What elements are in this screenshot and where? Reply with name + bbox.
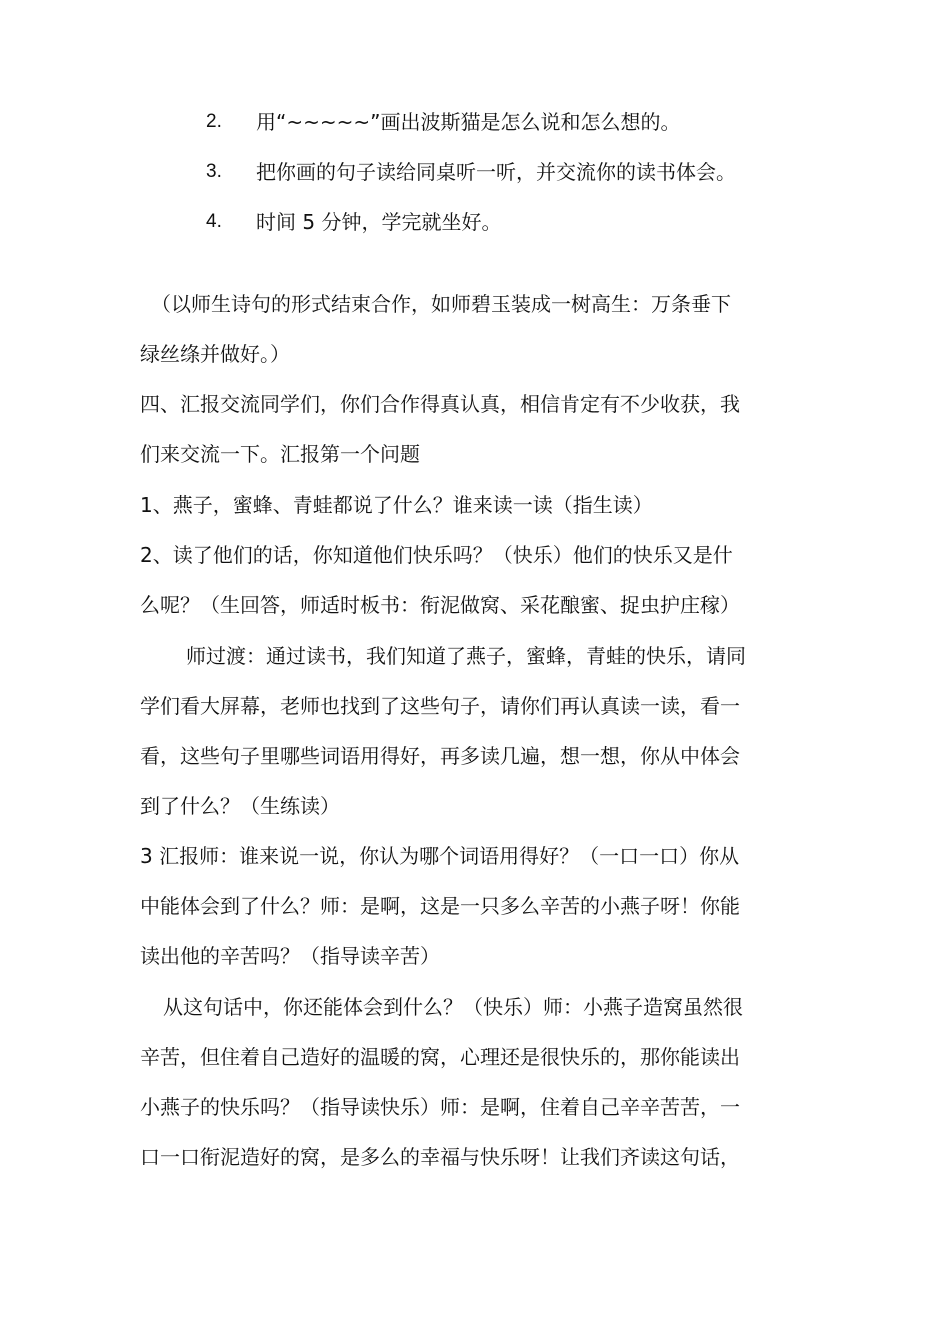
body-line: 学们看大屏幕，老师也找到了这些句子，请你们再认真读一读，看一 — [140, 694, 740, 718]
body-line: 师过渡：通过读书，我们知道了燕子，蜜蜂，青蛙的快乐，请同 — [186, 644, 746, 668]
body-line: 1、燕子，蜜蜂、青蛙都说了什么？谁来读一读（指生读） — [140, 493, 653, 517]
list-text: 把你画的句子读给同桌听一听，并交流你的读书体会。 — [256, 160, 736, 184]
list-number: 2. — [206, 111, 222, 132]
body-line: 中能体会到了什么？师：是啊，这是一只多么辛苦的小燕子呀！你能 — [140, 894, 740, 918]
body-line: 口一口衔泥造好的窝，是多么的幸福与快乐呀！让我们齐读这句话， — [140, 1145, 740, 1169]
body-line: 看，这些句子里哪些词语用得好，再多读几遍，想一想，你从中体会 — [140, 744, 740, 768]
body-line: 读出他的辛苦吗？（指导读辛苦） — [140, 944, 440, 968]
list-item — [0, 152, 950, 192]
list-number: 4. — [206, 211, 222, 232]
body-line: 们来交流一下。汇报第一个问题 — [140, 442, 420, 466]
body-line: 么呢？（生回答，师适时板书：衔泥做窝、采花酿蜜、捉虫护庄稼） — [140, 593, 740, 617]
body-line: 到了什么？（生练读） — [140, 794, 340, 818]
body-line: 绿丝绦并做好。） — [140, 342, 290, 366]
body-line: （以师生诗句的形式结束合作，如师碧玉装成一树高生：万条垂下 — [151, 292, 731, 316]
list-text: 用“~~~~~”画出波斯猫是怎么说和怎么想的。 — [256, 110, 681, 134]
list-item — [0, 102, 950, 142]
body-line: 2、读了他们的话，你知道他们快乐吗？（快乐）他们的快乐又是什 — [140, 543, 733, 567]
list-item — [0, 202, 950, 242]
list-number: 3. — [206, 161, 222, 182]
body-line: 小燕子的快乐吗？（指导读快乐）师：是啊，住着自己辛辛苦苦，一 — [140, 1095, 740, 1119]
body-line: 四、汇报交流同学们，你们合作得真认真，相信肯定有不少收获，我 — [140, 392, 740, 416]
body-line: 3 汇报师：谁来说一说，你认为哪个词语用得好？（一口一口）你从 — [140, 844, 740, 868]
list-text: 时间 5 分钟，学完就坐好。 — [256, 210, 502, 234]
body-line: 从这句话中，你还能体会到什么？（快乐）师：小燕子造窝虽然很 — [163, 995, 743, 1019]
body-line: 辛苦，但住着自己造好的温暖的窝，心理还是很快乐的，那你能读出 — [140, 1045, 740, 1069]
